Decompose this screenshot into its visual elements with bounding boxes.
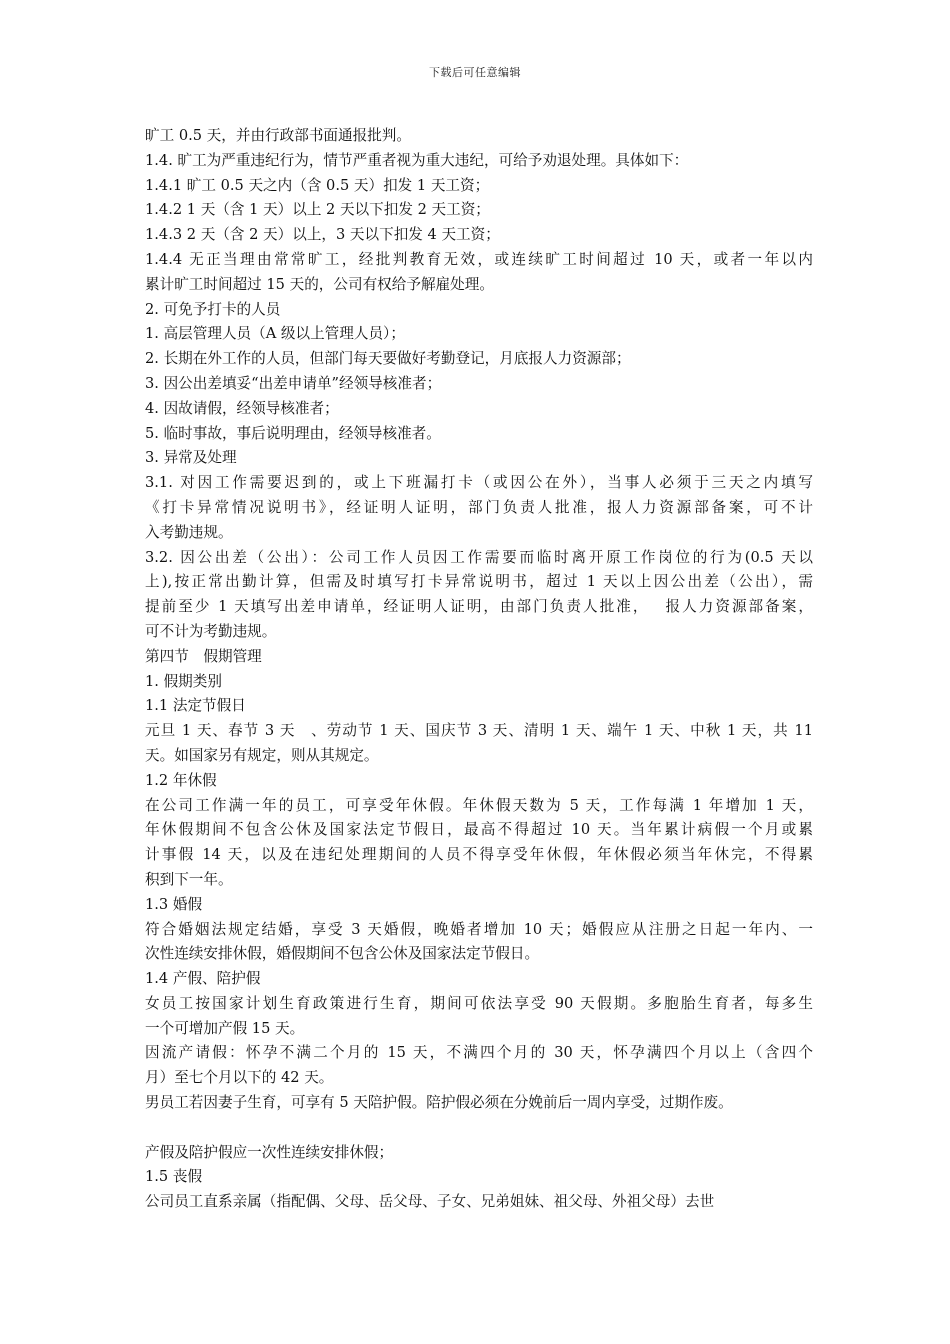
text-line: 1.4 产假、陪护假 (145, 970, 261, 988)
text-line: 入考勤违规。 (145, 523, 233, 541)
page-header: 下载后可任意编辑 (429, 66, 521, 79)
text-line: 1. 假期类别 (145, 672, 222, 690)
text-line: 1.4.4 无正当理由常常旷工，经批判教育无效，或连续旷工时间超过 10 天，或者一年以内 (145, 250, 813, 268)
text-line: 3. 异常及处理 (145, 449, 237, 467)
text-line: 累计旷工时间超过 15 天的，公司有权给予解雇处理。 (145, 275, 494, 293)
text-line: 《打卡异常情况说明书》，经证明人证明，部门负责人批准，报人力资源部备案，可不计 (145, 498, 813, 516)
text-line: 2. 可免予打卡的人员 (145, 300, 281, 318)
text-line: 旷工 0.5 天，并由行政部书面通报批判。 (145, 127, 411, 144)
text-line: 1.2 年休假 (145, 771, 217, 789)
text-line: 年休假期间不包含公休及国家法定节假日，最高不得超过 10 天。当年累计病假一个月或累 (145, 821, 813, 839)
text-line: 积到下一年。 (145, 870, 233, 888)
blank-line (145, 1116, 813, 1141)
text-line: 第四节 假期管理 (145, 647, 262, 665)
text-line: 天。如国家另有规定，则从其规定。 (145, 746, 379, 764)
text-line: 1.3 婚假 (145, 895, 203, 913)
text-line: 元旦 1 天、春节 3 天 、劳动节 1 天、国庆节 3 天、清明 1 天、端午 1 天、中秋 1 天，共 11 (145, 722, 813, 740)
text-line: 一个可增加产假 15 天。 (145, 1019, 305, 1037)
text-line: 因流产请假：怀孕不满二个月的 15 天，不满四个月的 30 天，怀孕满四个月以上（含四个 (145, 1044, 813, 1062)
text-line: 提前至少 1 天填写出差申请单，经证明人证明，由部门负责人批准， 报人力资源部备案， (145, 598, 813, 616)
text-line: 4. 因故请假，经领导核准者； (145, 399, 339, 417)
text-line: 可不计为考勤违规。 (145, 622, 277, 640)
text-line: 1.4.2 1 天（含 1 天）以上 2 天以下扣发 2 天工资； (145, 201, 490, 219)
text-line: 符合婚姻法规定结婚，享受 3 天婚假，晚婚者增加 10 天；婚假应从注册之日起一年内、一 (145, 920, 813, 938)
text-line: 1.4.3 2 天（含 2 天）以上，3 天以下扣发 4 天工资； (145, 226, 500, 244)
text-line: 3. 因公出差填妥“出差申请单”经领导核准者； (145, 374, 442, 392)
text-line: 上),按正常出勤计算，但需及时填写打卡异常说明书，超过 1 天以上因公出差（公出），需 (145, 573, 813, 591)
text-line: 公司员工直系亲属（指配偶、父母、岳父母、子女、兄弟姐妹、祖父母、外祖父母）去世 (145, 1193, 715, 1211)
text-line: 5. 临时事故，事后说明理由，经领导核准者。 (145, 424, 441, 442)
text-line: 女员工按国家计划生育政策进行生育，期间可依法享受 90 天假期。多胞胎生育者，每多生 (145, 994, 813, 1012)
text-line: 1.5 丧假 (145, 1168, 203, 1186)
text-line: 计事假 14 天，以及在违纪处理期间的人员不得享受年休假，年休假必须当年休完，不得累 (145, 846, 813, 864)
document-body (145, 124, 813, 1215)
text-line: 3.1. 对因工作需要迟到的，或上下班漏打卡（或因公在外），当事人必须于三天之内填写 (145, 474, 813, 492)
text-line: 产假及陪护假应一次性连续安排休假； (145, 1143, 394, 1161)
text-line: 3.2. 因公出差（公出）：公司工作人员因工作需要而临时离开原工作岗位的行为(0.5 天以 (145, 548, 813, 566)
text-line: 2. 长期在外工作的人员，但部门每天要做好考勤登记，月底报人力资源部； (145, 350, 631, 368)
text-line: 次性连续安排休假，婚假期间不包含公休及国家法定节假日。 (145, 945, 540, 963)
text-line: 1.4. 旷工为严重违纪行为，情节严重者视为重大违纪，可给予劝退处理。具体如下： (145, 151, 689, 169)
text-line: 1.4.1 旷工 0.5 天之内（含 0.5 天）扣发 1 天工资； (145, 176, 490, 194)
text-line: 月）至七个月以下的 42 天。 (145, 1069, 334, 1087)
text-line: 在公司工作满一年的员工，可享受年休假。年休假天数为 5 天，工作每满 1 年增加 1 天， (145, 796, 813, 814)
text-line: 1.1 法定节假日 (145, 697, 246, 715)
text-line: 男员工若因妻子生育，可享有 5 天陪护假。陪护假必须在分娩前后一周内享受，过期作废。 (145, 1094, 733, 1112)
text-line: 1. 高层管理人员（A 级以上管理人员）； (145, 325, 405, 343)
